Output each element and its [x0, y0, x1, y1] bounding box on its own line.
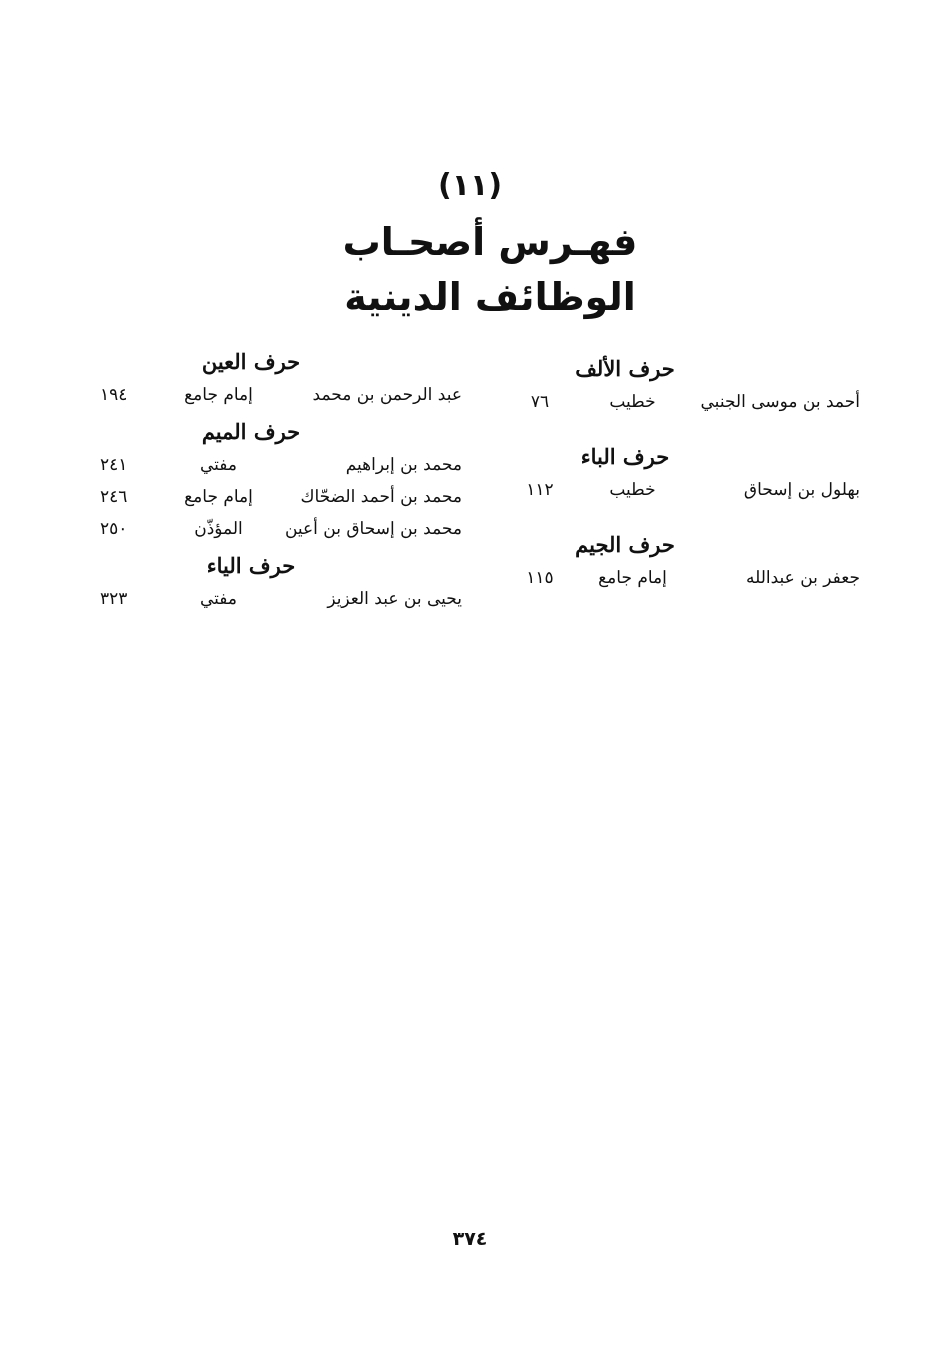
left-column: [100, 345, 462, 615]
entry-role: مفتي: [199, 455, 237, 475]
section-heading-jim: حرف الجيم: [575, 532, 675, 557]
entry-page: ١١٢: [526, 480, 554, 500]
entry-page: ١٩٤: [100, 385, 128, 405]
entry-role: إمام جامع: [598, 568, 667, 588]
section-heading-ayn: حرف العين: [201, 349, 301, 374]
page-title-line2: الوظائف الدينية: [344, 275, 636, 319]
entry-role: خطيب: [609, 480, 656, 500]
entry-name: محمد بن إسحاق بن أعين: [284, 519, 462, 539]
list-item: [500, 474, 860, 506]
page-title-line1: فهـرس أصحـاب: [342, 220, 638, 264]
entry-page: ٢٥٠: [100, 519, 128, 539]
entry-name: بهلول بن إسحاق: [743, 480, 860, 500]
list-item: [500, 386, 860, 418]
entry-page: ٢٤٦: [100, 487, 128, 507]
entry-name: عبد الرحمن بن محمد: [312, 385, 462, 405]
entry-page: ٢٤١: [100, 455, 128, 475]
entry-name: جعفر بن عبدالله: [745, 568, 860, 588]
section-heading-alif: حرف الألف: [575, 356, 675, 381]
page-number: ٣٧٤: [452, 1228, 488, 1250]
entry-page: ٣٢٣: [100, 589, 128, 609]
section-heading-ba: حرف الباء: [580, 444, 670, 469]
list-item: [100, 379, 462, 411]
list-item: [100, 513, 462, 545]
entry-role: إمام جامع: [184, 487, 253, 507]
index-number: (١١): [437, 168, 503, 203]
entry-page: ٧٦: [530, 392, 550, 412]
list-item: [100, 583, 462, 615]
list-item: [100, 449, 462, 481]
list-item: [100, 481, 462, 513]
entry-role: المؤذّن: [194, 519, 243, 539]
entry-page: ١١٥: [526, 568, 554, 588]
right-column: [500, 352, 860, 594]
entry-name: محمد بن أحمد الضحّاك: [300, 487, 462, 507]
entry-role: مفتي: [199, 589, 237, 609]
section-heading-mim: حرف الميم: [201, 419, 301, 444]
list-item: [500, 562, 860, 594]
entry-role: خطيب: [609, 392, 656, 412]
entry-name: محمد بن إبراهيم: [345, 455, 462, 475]
section-heading-ya: حرف الياء: [206, 553, 296, 578]
entry-role: إمام جامع: [184, 385, 253, 405]
entry-name: أحمد بن موسى الجنبي: [700, 392, 860, 412]
entry-name: يحيى بن عبد العزيز: [327, 589, 462, 609]
